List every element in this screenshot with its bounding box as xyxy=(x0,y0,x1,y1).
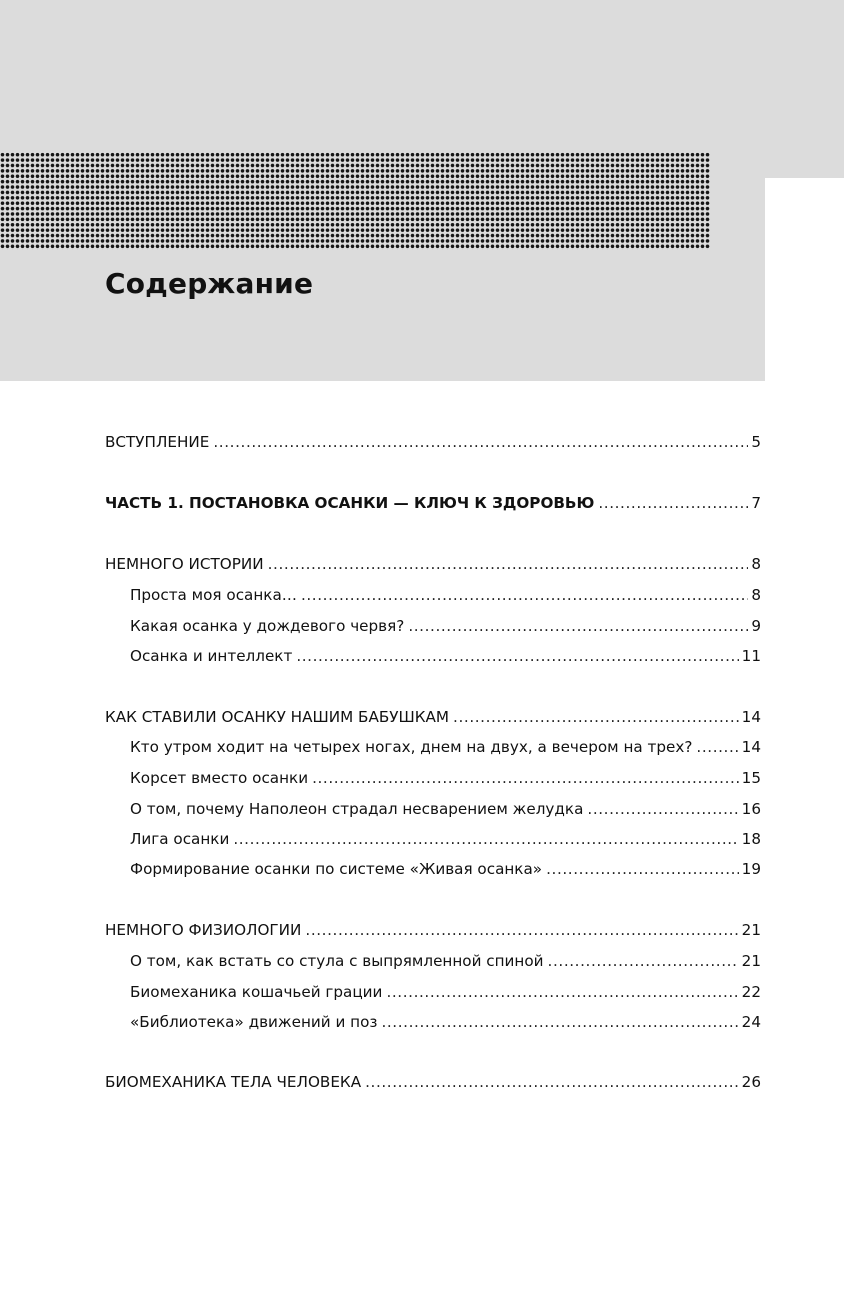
toc-page-number: 15 xyxy=(741,769,761,787)
dot-leader xyxy=(233,827,738,851)
table-of-contents xyxy=(105,0,761,1311)
dot-leader xyxy=(312,766,739,790)
dot-leader xyxy=(598,491,748,515)
toc-page-number: 8 xyxy=(751,555,761,573)
toc-entry-section[interactable] xyxy=(130,949,761,973)
toc-entry-section[interactable] xyxy=(130,766,761,790)
dot-leader xyxy=(365,1070,739,1094)
toc-entry-title: ЧАСТЬ 1. ПОСТАНОВКА ОСАНКИ — КЛЮЧ К ЗДОРОВЬЮ xyxy=(105,494,595,512)
toc-entry-title: Осанка и интеллект xyxy=(130,647,293,665)
toc-entry-chapter[interactable] xyxy=(105,705,761,729)
dot-leader xyxy=(548,949,739,973)
toc-page-number: 14 xyxy=(741,708,761,726)
toc-page-number: 14 xyxy=(741,738,761,756)
toc-page-number: 11 xyxy=(741,647,761,665)
toc-entry-section[interactable] xyxy=(130,614,761,638)
toc-entry-title: «Библиотека» движений и поз xyxy=(130,1013,378,1031)
toc-entry-part-1[interactable] xyxy=(105,491,761,515)
toc-entry-section[interactable] xyxy=(130,980,761,1004)
toc-page-number: 22 xyxy=(741,983,761,1001)
dot-leader xyxy=(453,705,739,729)
toc-page-number: 21 xyxy=(741,952,761,970)
toc-page-number: 9 xyxy=(751,617,761,635)
toc-entry-title: КАК СТАВИЛИ ОСАНКУ НАШИМ БАБУШКАМ xyxy=(105,708,450,726)
toc-entry-title: Биомеханика кошачьей грации xyxy=(130,983,383,1001)
toc-entry-section[interactable] xyxy=(130,827,761,851)
toc-entry-title: Проста моя осанка… xyxy=(130,586,297,604)
toc-page-number: 8 xyxy=(751,586,761,604)
toc-page-number: 24 xyxy=(741,1013,761,1031)
toc-entry-section[interactable] xyxy=(130,857,761,881)
toc-page-number: 18 xyxy=(741,830,761,848)
dot-leader xyxy=(213,430,748,454)
toc-entry-title: БИОМЕХАНИКА ТЕЛА ЧЕЛОВЕКА xyxy=(105,1073,362,1091)
toc-entry-title: О том, почему Наполеон страдал несварением желудка xyxy=(130,800,584,818)
dot-leader xyxy=(305,918,738,942)
toc-entry-title: Кто утром ходит на четырех ногах, днем на двух, а вечером на трех? xyxy=(130,738,693,756)
dot-leader xyxy=(268,552,749,576)
toc-entry-section[interactable] xyxy=(130,735,761,759)
toc-entry-title: Корсет вместо осанки xyxy=(130,769,309,787)
header-band-corner xyxy=(765,0,844,178)
toc-entry-title: Лига осанки xyxy=(130,830,230,848)
dot-leader xyxy=(546,857,739,881)
dot-leader xyxy=(296,644,738,668)
toc-page-number: 26 xyxy=(741,1073,761,1091)
toc-page-number: 16 xyxy=(741,800,761,818)
toc-entry-intro[interactable] xyxy=(105,430,761,454)
toc-entry-title: Формирование осанки по системе «Живая осанка» xyxy=(130,860,543,878)
toc-entry-section[interactable] xyxy=(130,583,761,607)
toc-entry-section[interactable] xyxy=(130,797,761,821)
toc-entry-title: НЕМНОГО ИСТОРИИ xyxy=(105,555,264,573)
toc-entry-title: ВСТУПЛЕНИЕ xyxy=(105,433,210,451)
toc-entry-section[interactable] xyxy=(130,1010,761,1034)
dot-leader xyxy=(408,614,748,638)
dot-leader xyxy=(386,980,738,1004)
toc-entry-title: О том, как встать со стула с выпрямленной спиной xyxy=(130,952,544,970)
dot-leader xyxy=(587,797,738,821)
dot-leader xyxy=(301,583,748,607)
toc-entry-section[interactable] xyxy=(130,644,761,668)
toc-entry-title: НЕМНОГО ФИЗИОЛОГИИ xyxy=(105,921,302,939)
toc-entry-chapter[interactable] xyxy=(105,552,761,576)
toc-entry-chapter[interactable] xyxy=(105,1070,761,1094)
dot-leader xyxy=(381,1010,738,1034)
toc-page-number: 21 xyxy=(741,921,761,939)
page-title: Содержание xyxy=(105,267,314,300)
toc-entry-title: Какая осанка у дождевого червя? xyxy=(130,617,405,635)
toc-page-number: 19 xyxy=(741,860,761,878)
toc-entry-chapter[interactable] xyxy=(105,918,761,942)
dot-leader xyxy=(696,735,738,759)
toc-page-number: 7 xyxy=(751,494,761,512)
toc-page-number: 5 xyxy=(751,433,761,451)
